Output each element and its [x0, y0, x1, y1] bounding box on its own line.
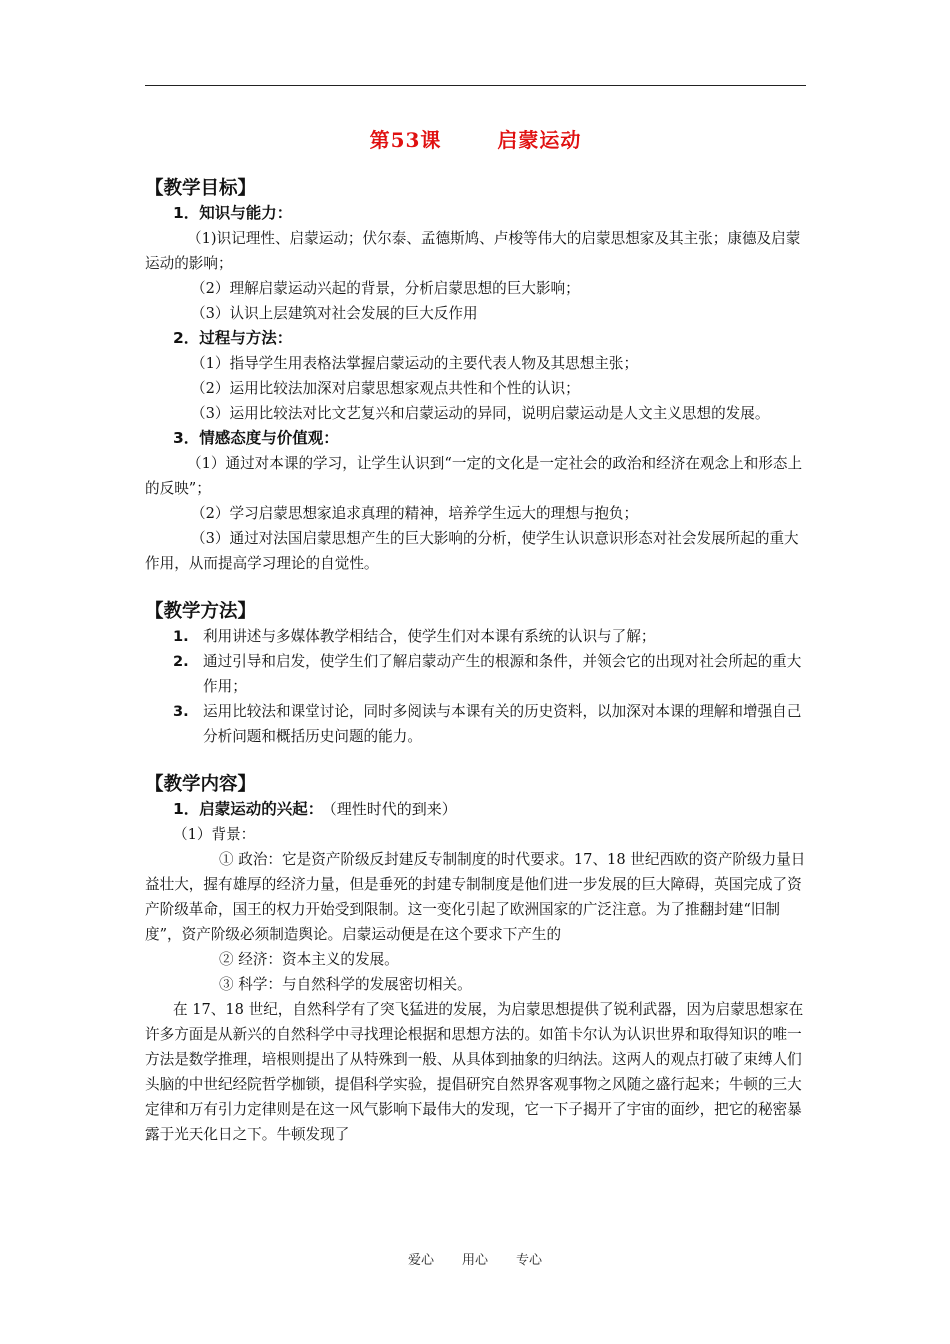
lesson-topic: 启蒙运动 [497, 128, 582, 152]
paragraph: （3）认识上层建筑对社会发展的巨大反作用 [191, 305, 478, 322]
page-title [145, 124, 806, 153]
content-sub-rise [173, 797, 806, 822]
footer-text: 用心 [461, 1253, 488, 1268]
paragraph: （1）指导学生用表格法掌握启蒙运动的主要代表人物及其思想主张； [191, 355, 639, 372]
content-sub-rise-label: 1．启蒙运动的兴起： [173, 800, 324, 818]
list-text: 利用讲述与多媒体教学相结合，使学生们对本课有系统的认识与了解； [203, 628, 656, 645]
header-rule [145, 85, 806, 86]
goals-sub-knowledge: 1．知识与能力： [173, 204, 293, 222]
paragraph: （2）学习启蒙思想家追求真理的精神，培养学生远大的理想与抱负； [191, 505, 639, 522]
methods-list [173, 624, 806, 749]
goals-sub-process: 2．过程与方法： [173, 329, 293, 347]
list-text: 通过引导和启发，使学生们了解启蒙动产生的根源和条件，并领会它的出现对社会所起的重大作用； [203, 653, 802, 695]
page-footer [0, 1249, 950, 1268]
content-sub-rise-note: （理性时代的到来） [329, 800, 457, 818]
content-heading: 【教学内容】 [145, 774, 257, 795]
lesson-number: 第53课 [369, 128, 442, 152]
document-page [145, 118, 806, 1147]
paragraph: ② 经济：资本主义的发展。 [219, 951, 399, 968]
paragraph: （3）运用比较法对比文艺复兴和启蒙运动的异同，说明启蒙运动是人文主义思想的发展。 [191, 405, 770, 422]
list-text: 运用比较法和课堂讨论，同时多阅读与本课有关的历史资料，以加深对本课的理解和增强自己分析问题和概括历史问题的能力。 [203, 703, 802, 745]
paragraph: （1）通过对本课的学习，让学生认识到“一定的文化是一定社会的政治和经济在观念上和形态上的反映”； [145, 455, 803, 497]
paragraph: ③ 科学：与自然科学的发展密切相关。 [219, 976, 472, 993]
list-item [173, 649, 806, 699]
list-number: 2. [173, 653, 189, 670]
paragraph: ① 政治：它是资产阶级反封建反专制制度的时代要求。17、18 世纪西欧的资产阶级力量日益壮大，握有雄厚的经济力量，但是垂死的封建专制制度是他们进一步发展的巨大障碍，英国完成了资产阶级革命，国王的权力开始受到限制。这一变化引起了欧洲国家的广泛注意。为了推翻封建“旧制度”，资产阶级必须制造舆论。启蒙运动便是在这个要求下产生的 [145, 851, 806, 943]
methods-heading: 【教学方法】 [145, 601, 257, 622]
list-item [173, 624, 806, 649]
footer-text: 爱心 [407, 1253, 434, 1268]
list-item [173, 699, 806, 749]
goals-heading: 【教学目标】 [145, 178, 257, 199]
paragraph: （3）通过对法国启蒙思想产生的巨大影响的分析，使学生认识意识形态对社会发展所起的重大作用，从而提高学习理论的自觉性。 [145, 530, 799, 572]
paragraph: （1）背景： [173, 826, 256, 843]
paragraph: （1)识记理性、启蒙运动；伏尔泰、孟德斯鸠、卢梭等伟大的启蒙思想家及其主张；康德及启蒙运动的影响； [145, 230, 801, 272]
footer-text: 专心 [516, 1253, 543, 1268]
list-number: 1. [173, 628, 189, 645]
paragraph: （2）理解启蒙运动兴起的背景，分析启蒙思想的巨大影响； [191, 280, 580, 297]
goals-sub-attitude: 3．情感态度与价值观： [173, 429, 339, 447]
paragraph: （2）运用比较法加深对启蒙思想家观点共性和个性的认识； [191, 380, 580, 397]
paragraph: 在 17、18 世纪，自然科学有了突飞猛进的发展，为启蒙思想提供了锐利武器，因为启蒙思想家在许多方面是从新兴的自然科学中寻找理论根据和思想方法的。如笛卡尔认为认识世界和取得知识的唯一方法是数学推理，培根则提出了从特殊到一般、从具体到抽象的归纳法。这两人的观点打破了束缚人们头脑的中世纪经院哲学枷锁，提倡科学实验，提倡研究自然界客观事物之风随之盛行起来；牛顿的三大定律和万有引力定律则是在这一风气影响下最伟大的发现，它一下子揭开了宇宙的面纱，把它的秘密暴露于光天化日之下。牛顿发现了 [145, 1001, 804, 1143]
list-number: 3. [173, 703, 189, 720]
